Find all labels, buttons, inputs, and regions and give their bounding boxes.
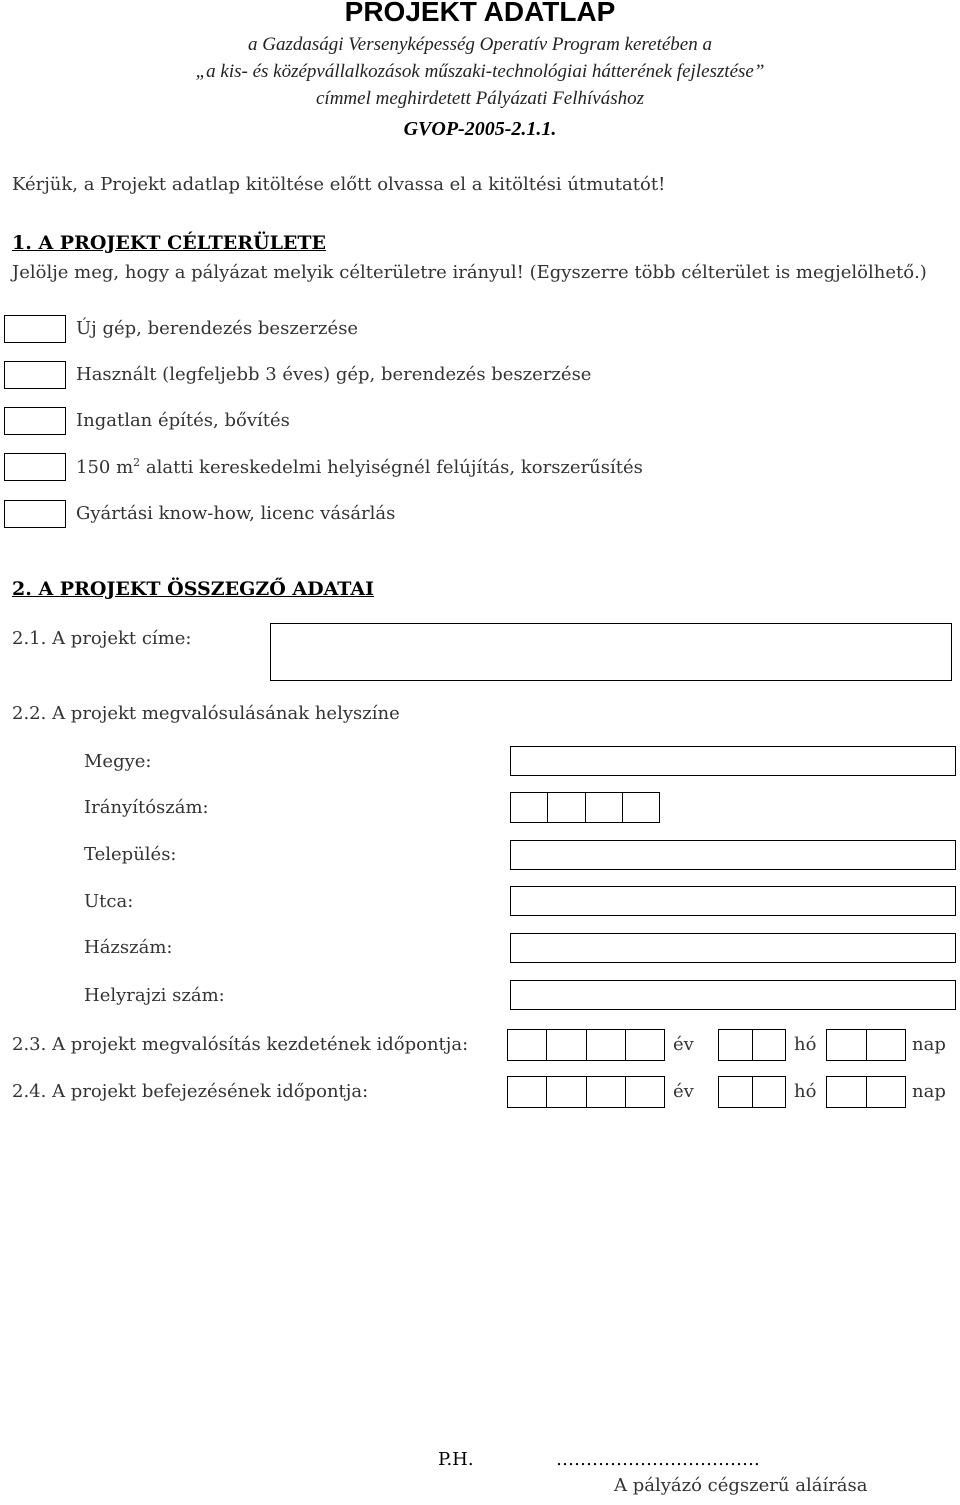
lot-number-label: Helyrajzi szám: xyxy=(84,985,225,1006)
option-checkbox-real-estate[interactable] xyxy=(4,407,66,435)
option-label-know-how: Gyártási know-how, licenc vásárlás xyxy=(76,503,396,524)
document-title: PROJEKT ADATLAP xyxy=(344,0,616,27)
day-digit-cell[interactable] xyxy=(867,1077,906,1107)
city-input[interactable] xyxy=(510,840,956,870)
zip-label: Irányítószám: xyxy=(84,797,209,818)
year-digit-cell[interactable] xyxy=(508,1077,547,1107)
option-label-real-estate: Ingatlan építés, bővítés xyxy=(76,410,290,431)
end-day-label: nap xyxy=(912,1081,946,1102)
option-label-retail-renovation-rest: alatti kereskedelmi helyiségnél felújítás, korszerűsítés xyxy=(140,457,643,478)
end-year-label: év xyxy=(673,1081,694,1102)
year-digit-cell[interactable] xyxy=(547,1030,586,1060)
project-title-label: 2.1. A projekt címe: xyxy=(12,628,192,649)
intro-text: Kérjük, a Projekt adatlap kitöltése előtt olvassa el a kitöltési útmutatót! xyxy=(12,174,666,195)
end-year-input[interactable] xyxy=(507,1076,665,1108)
year-digit-cell[interactable] xyxy=(626,1077,664,1107)
option-checkbox-retail-renovation[interactable] xyxy=(4,453,66,481)
start-day-label: nap xyxy=(912,1034,946,1055)
signature-line: ……………………………. xyxy=(556,1449,760,1470)
section-1-heading: 1. A PROJEKT CÉLTERÜLETE xyxy=(12,232,327,254)
month-digit-cell[interactable] xyxy=(719,1077,753,1107)
section-1-instruction: Jelölje meg, hogy a pályázat melyik célterületre irányul! (Egyszerre több célterület is megjelölhető.) xyxy=(12,262,927,283)
county-input[interactable] xyxy=(510,746,956,776)
option-label-new-machine: Új gép, berendezés beszerzése xyxy=(76,318,359,339)
month-digit-cell[interactable] xyxy=(753,1030,786,1060)
signature-caption: A pályázó cégszerű aláírása xyxy=(614,1475,868,1496)
start-month-input[interactable] xyxy=(718,1029,786,1061)
house-number-label: Házszám: xyxy=(84,937,173,958)
year-digit-cell[interactable] xyxy=(508,1030,547,1060)
lot-number-input[interactable] xyxy=(510,980,956,1010)
day-digit-cell[interactable] xyxy=(867,1030,906,1060)
squared-superscript: 2 xyxy=(133,456,141,469)
day-digit-cell[interactable] xyxy=(827,1077,867,1107)
start-year-input[interactable] xyxy=(507,1029,665,1061)
year-digit-cell[interactable] xyxy=(587,1077,626,1107)
option-label-retail-renovation xyxy=(76,456,643,478)
start-date-label: 2.3. A projekt megvalósítás kezdetének időpontja: xyxy=(12,1034,469,1055)
end-month-input[interactable] xyxy=(718,1076,786,1108)
day-digit-cell[interactable] xyxy=(827,1030,867,1060)
end-month-label: hó xyxy=(794,1081,817,1102)
start-year-label: év xyxy=(673,1034,694,1055)
section-2-heading: 2. A PROJEKT ÖSSZEGZŐ ADATAI xyxy=(12,578,375,600)
year-digit-cell[interactable] xyxy=(587,1030,626,1060)
option-checkbox-new-machine[interactable] xyxy=(4,315,66,343)
end-date-label: 2.4. A projekt befejezésének időpontja: xyxy=(12,1081,369,1102)
zip-digit-cell[interactable] xyxy=(586,793,623,822)
street-input[interactable] xyxy=(510,886,956,916)
option-checkbox-used-machine[interactable] xyxy=(4,361,66,389)
location-label: 2.2. A projekt megvalósulásának helyszíne xyxy=(12,703,400,724)
county-label: Megye: xyxy=(84,751,152,772)
end-day-input[interactable] xyxy=(826,1076,906,1108)
program-code: GVOP-2005-2.1.1. xyxy=(403,118,557,140)
subtitle-line-1: a Gazdasági Versenyképesség Operatív Program keretében a xyxy=(248,34,712,55)
year-digit-cell[interactable] xyxy=(547,1077,586,1107)
year-digit-cell[interactable] xyxy=(626,1030,664,1060)
option-label-retail-renovation-start: 150 m xyxy=(76,457,134,478)
month-digit-cell[interactable] xyxy=(753,1077,786,1107)
street-label: Utca: xyxy=(84,891,134,912)
project-title-input[interactable] xyxy=(270,623,952,681)
city-label: Település: xyxy=(84,844,177,865)
zip-digit-cell[interactable] xyxy=(548,793,585,822)
house-number-input[interactable] xyxy=(510,933,956,963)
zip-code-input[interactable] xyxy=(510,792,660,823)
start-month-label: hó xyxy=(794,1034,817,1055)
month-digit-cell[interactable] xyxy=(719,1030,753,1060)
option-label-used-machine: Használt (legfeljebb 3 éves) gép, berendezés beszerzése xyxy=(76,364,592,385)
subtitle-line-2: „a kis- és középvállalkozások műszaki-technológiai hátterének fejlesztése” xyxy=(195,61,765,82)
zip-digit-cell[interactable] xyxy=(511,793,548,822)
zip-digit-cell[interactable] xyxy=(623,793,659,822)
start-day-input[interactable] xyxy=(826,1029,906,1061)
subtitle-line-3: címmel meghirdetett Pályázati Felhíváshoz xyxy=(315,88,645,109)
stamp-placeholder: P.H. xyxy=(438,1449,474,1470)
option-checkbox-know-how[interactable] xyxy=(4,500,66,528)
